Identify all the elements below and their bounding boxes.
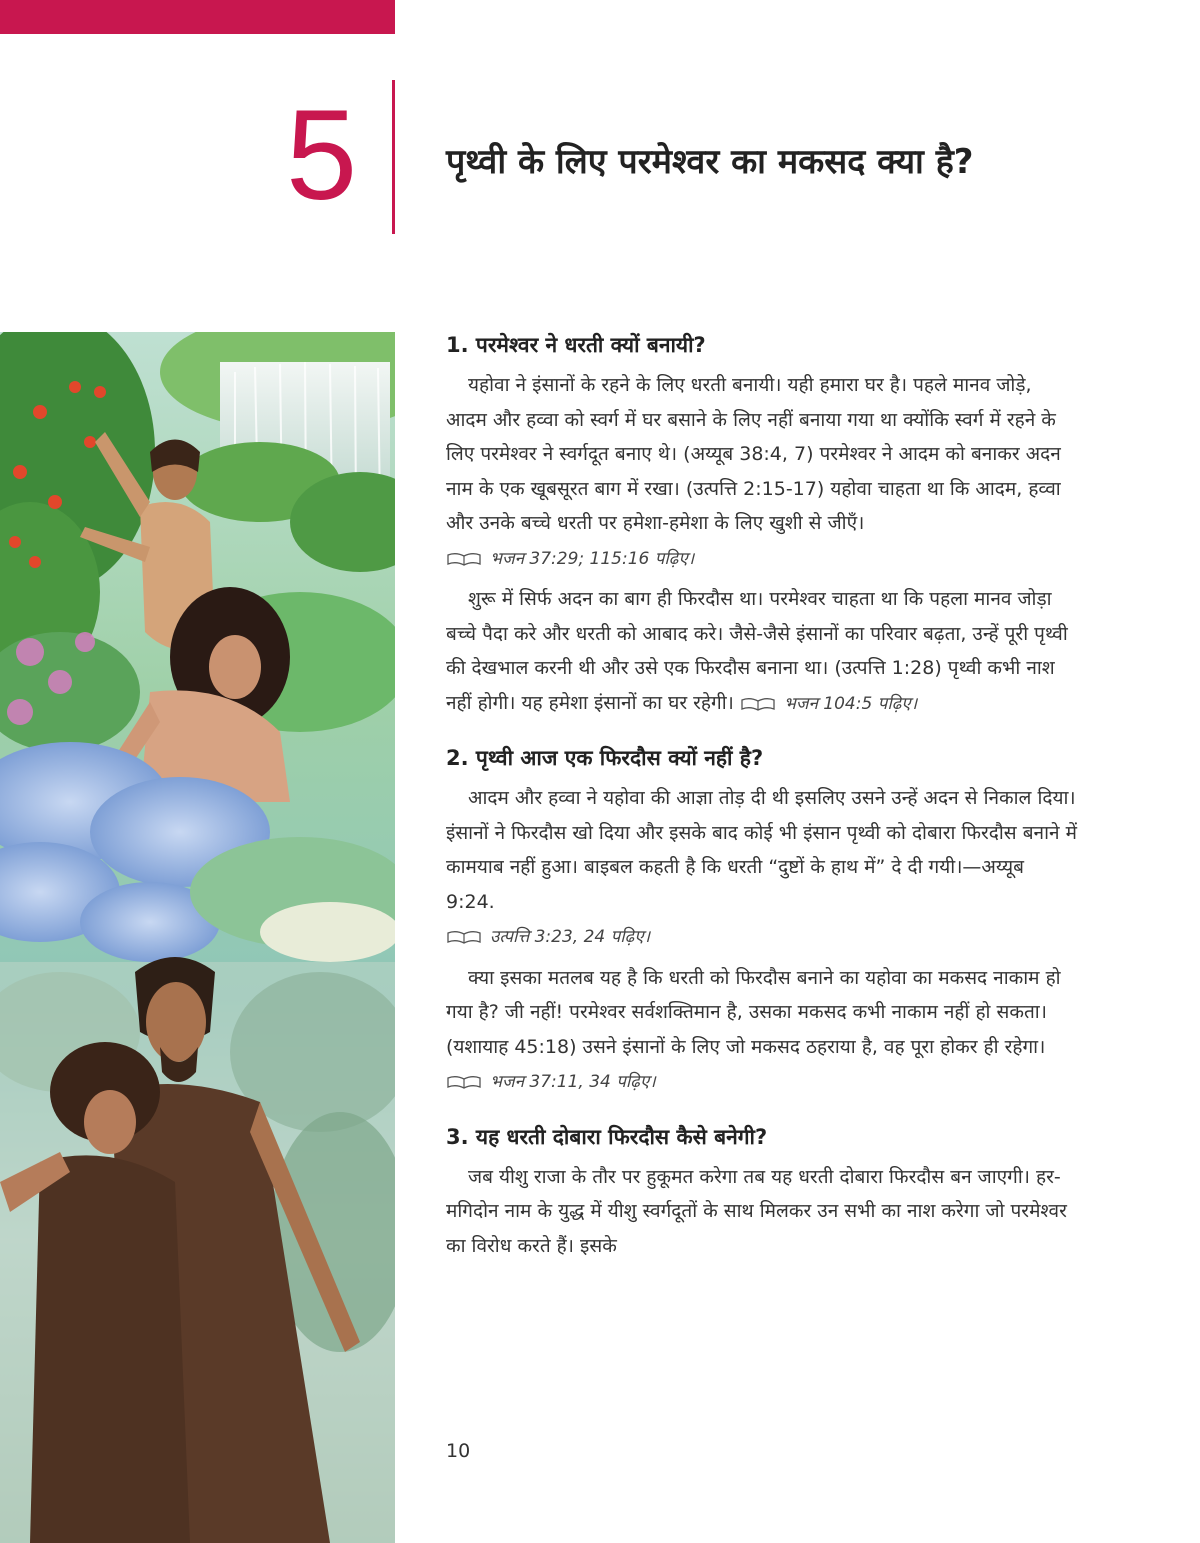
section-1	[446, 330, 1078, 721]
paragraph	[446, 781, 1078, 955]
paragraph-text: जब यीशु राजा के तौर पर हुकूमत करेगा तब यह धरती दोबारा फिरदौस बन जाएगी। हर-मगिदोन नाम के युद्ध में यीशु स्वर्गदूतों के साथ मिलकर उन सभी का नाश करेगा जो परमेश्वर का विरोध करते हैं। इसके	[446, 1165, 1067, 1257]
top-accent-bar	[0, 0, 395, 34]
section-3	[446, 1122, 1078, 1264]
scripture-reference[interactable]	[446, 549, 694, 569]
reference-text: भजन 37:11, 34 पढ़िए।	[490, 1072, 656, 1092]
open-bible-icon	[446, 1075, 482, 1089]
garden-of-eden-illustration	[0, 332, 395, 1543]
paragraph	[446, 1160, 1078, 1264]
paragraph	[446, 961, 1078, 1100]
paragraph-text: यहोवा ने इंसानों के रहने के लिए धरती बनायी। यही हमारा घर है। पहले मानव जोड़े, आदम और हव्वा को स्वर्ग में घर बसाने के लिए नहीं बनाया गया था क्योंकि स्वर्ग में रहने के लिए परमेश्वर ने स्वर्गदूत बनाए थे। (अय्यूब 38:4, 7) परमेश्वर ने आदम को बनाकर अदन नाम के एक खूबसूरत बाग में रखा। (उत्पत्ति 2:15-17) यहोवा चाहता था कि आदम, हव्वा और उनके बच्चे धरती पर हमेशा-हमेशा के लिए खुशी से जीएँ।	[446, 374, 1061, 534]
reference-text: भजन 37:29; 115:16 पढ़िए।	[490, 548, 695, 569]
paragraph-text: क्या इसका मतलब यह है कि धरती को फिरदौस बनाने का यहोवा का मकसद नाकाम हो गया है? जी नहीं! परमेश्वर सर्वशक्तिमान है, उसका मकसद कभी नाकाम नहीं हो सकता। (यशायाह 45:18) उसने इंसानों के लिए जो मकसद ठहराया है, वह पूरा होकर ही रहेगा।	[446, 966, 1061, 1058]
section-2	[446, 743, 1078, 1100]
chapter-content	[446, 330, 1078, 1285]
reference-text: उत्पत्ति 3:23, 24 पढ़िए।	[490, 927, 651, 947]
open-bible-icon	[446, 930, 482, 944]
paragraph-text: शुरू में सिर्फ अदन का बाग ही फिरदौस था। परमेश्वर चाहता था कि पहला मानव जोड़ा बच्चे पैदा करे और धरती को आबाद करे। जैसे-जैसे इंसानों का परिवार बढ़ता, उन्हें पूरी पृथ्वी की देखभाल करनी थी और उसे एक फिरदौस बनाना था। (उत्पत्ति 1:28) पृथ्वी कभी नाश नहीं होगी। यह हमेशा इंसानों का घर रहेगी।	[446, 588, 1068, 714]
reference-text: भजन 104:5 पढ़िए।	[783, 693, 918, 714]
chapter-title: पृथ्वी के लिए परमेश्वर का मकसद क्या है?	[446, 142, 974, 182]
scripture-reference[interactable]	[446, 927, 650, 947]
paragraph-text: आदम और हव्वा ने यहोवा की आज्ञा तोड़ दी थी इसलिए उसने उन्हें अदन से निकाल दिया। इंसानों ने फिरदौस खो दिया और इसके बाद कोई भी इंसान पृथ्वी को दोबारा फिरदौस बनाने में कामयाब नहीं हुआ। बाइबल कहती है कि धरती “दुष्टों के हाथ में” दे दी गयी।—अय्यूब 9:24.	[446, 787, 1077, 913]
section-question: 1. परमेश्वर ने धरती क्यों बनायी?	[446, 333, 706, 357]
open-bible-icon	[446, 552, 482, 566]
section-question: 3. यह धरती दोबारा फिरदौस कैसे बनेगी?	[446, 1124, 768, 1149]
chapter-number: 5	[286, 84, 358, 227]
paragraph	[446, 368, 1078, 576]
section-question: 2. पृथ्वी आज एक फिरदौस क्यों नहीं है?	[446, 746, 764, 770]
scripture-reference[interactable]	[446, 1072, 656, 1092]
scripture-reference[interactable]	[740, 694, 917, 714]
chapter-divider	[392, 80, 395, 234]
page-number: 10	[446, 1440, 471, 1462]
paragraph	[446, 582, 1078, 721]
open-bible-icon	[740, 697, 776, 711]
